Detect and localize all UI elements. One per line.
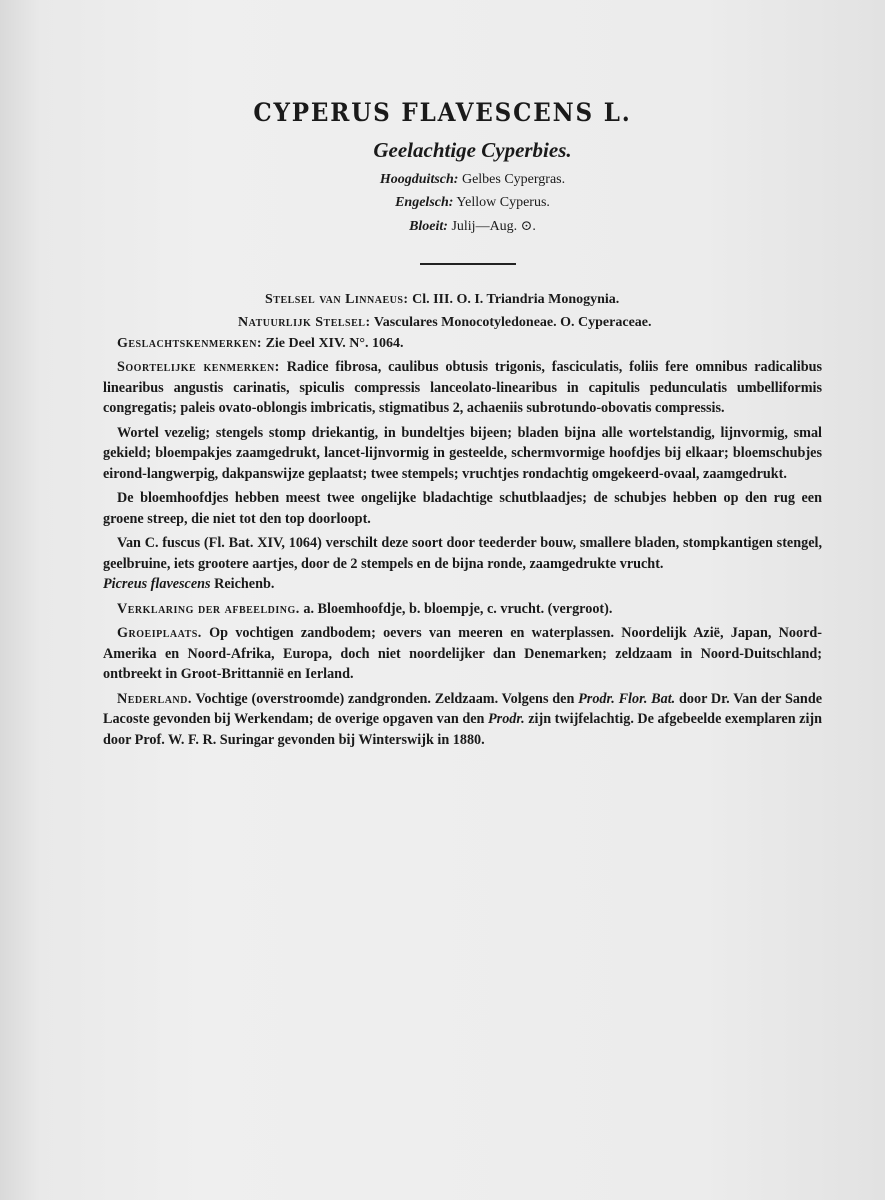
linnaeus-value: Cl. III. O. I. Triandria Monogynia. xyxy=(412,292,620,307)
netherlands-text-1: Vochtige (overstroomde) zandgronden. Zeldzaam. Volgens den xyxy=(195,690,575,707)
linnaeus-system-line xyxy=(265,292,619,308)
genus-characters-label: Geslachtskenmerken: xyxy=(117,336,263,351)
synonym-author: Reichenb. xyxy=(214,576,275,592)
german-label: Hoogduitsch: xyxy=(379,172,459,187)
english-label: Engelsch: xyxy=(395,195,454,210)
species-characters-paragraph xyxy=(103,357,822,419)
species-characters-text: Radice fibrosa, caulibus obtusis trigonis, fasciculatis, foliis fere omnibus radicalibus linearibus angustis carinatis, spiculis compressis lanceolato-linearibus in capitulis pedunculatis umbelliformis congregatis; paleis ovato-oblongis imbricatis, stigmatibus 2, achaeniis subrotundo-obovatis compressis. xyxy=(103,359,823,416)
description-text: Wortel vezelig; stengels stomp driekantig, in bundeltjes bijeen; bladen bijna alle wortelstandig, lijnvormig, smal gekield; bloempakjes zaamgedrukt, lancet-lijnvormig in gesteelde, schermvormige hoofdjes bij elkaar; bloemschubjes eirond-langwerpig, dakpanswijze geplaatst; twee stempels; vruchtjes rondachtig omgekeerd-ovaal, zaamgedrukt. xyxy=(103,424,822,482)
habitat-label: Groeiplaats. xyxy=(117,625,202,641)
flowering-period: Julij—Aug. ⊙. xyxy=(451,219,536,234)
flowering-label: Bloeit: xyxy=(409,219,448,234)
comparison-paragraph xyxy=(103,533,822,595)
linnaeus-label: Stelsel van Linnaeus: xyxy=(265,292,409,307)
netherlands-text-3: zijn twijfelachtig. De afgebeelde exemplaren zijn door Prof. W. F. R. Suringar gevonden bij Winterswijk in 1880. xyxy=(103,711,823,748)
genus-characters-line xyxy=(117,336,404,352)
netherlands-text-2: door Dr. Van der Sande Lacoste gevonden bij Werkendam; de overige opgaven van den xyxy=(103,690,823,727)
description-paragraph xyxy=(103,423,822,485)
prodromus-reference-2: Prodr. xyxy=(488,711,525,727)
flowerheads-paragraph xyxy=(103,488,822,529)
figure-explanation-paragraph xyxy=(103,599,822,620)
english-name: Yellow Cyperus. xyxy=(456,195,550,210)
natural-system-label: Natuurlijk Stelsel: xyxy=(238,315,371,330)
page-subtitle: Geelachtige Cyperbies. xyxy=(373,138,572,162)
flowerheads-text: De bloemhoofdjes hebben meest twee ongelijke bladachtige schutblaadjes; de schubjes hebben op den rug een groene streep, die niet tot den top doorloopt. xyxy=(103,490,822,527)
figure-explanation-text: a. Bloemhoofdje, b. bloempje, c. vrucht. (vergroot). xyxy=(303,600,613,617)
german-name: Gelbes Cypergras. xyxy=(461,172,566,187)
netherlands-label: Nederland. xyxy=(117,690,192,707)
natural-system-line xyxy=(238,315,652,331)
page-title: CYPERUS FLAVESCENS L. xyxy=(253,98,632,127)
habitat-text: Op vochtigen zandbodem; oevers van meeren en waterplassen. Noordelijk Azië, Japan, Noord-Amerika en Noord-Afrika, Europa, doch niet noordelijker dan Denemarken; zeldzaam in Noord-Duitschland; ontbreekt in Groot-Brittannië en Ierland. xyxy=(103,625,823,682)
body-text xyxy=(103,357,822,754)
figure-explanation-label: Verklaring der afbeelding. xyxy=(117,600,300,617)
divider-rule xyxy=(420,263,516,265)
species-characters-label: Soortelijke kenmerken: xyxy=(117,359,280,375)
genus-characters-value: Zie Deel XIV. N°. 1064. xyxy=(265,336,404,351)
netherlands-paragraph xyxy=(103,689,822,751)
english-name-line xyxy=(30,195,885,211)
comparison-text: Van C. fuscus (Fl. Bat. XIV, 1064) verschilt deze soort door teederder bouw, smallere bladen, stompkantigen stengel, geelbruine, iets grootere aartjes, door de 2 stempels en de bijna ronde, zaamgedrukte vrucht. xyxy=(103,535,822,572)
habitat-paragraph xyxy=(103,623,822,685)
german-name-line xyxy=(30,172,885,188)
natural-system-value: Vasculares Monocotyledoneae. O. Cyperaceae. xyxy=(373,315,652,330)
synonym-name: Picreus flavescens xyxy=(103,576,211,592)
prodromus-reference-1: Prodr. Flor. Bat. xyxy=(578,690,676,707)
flowering-line xyxy=(30,218,885,235)
